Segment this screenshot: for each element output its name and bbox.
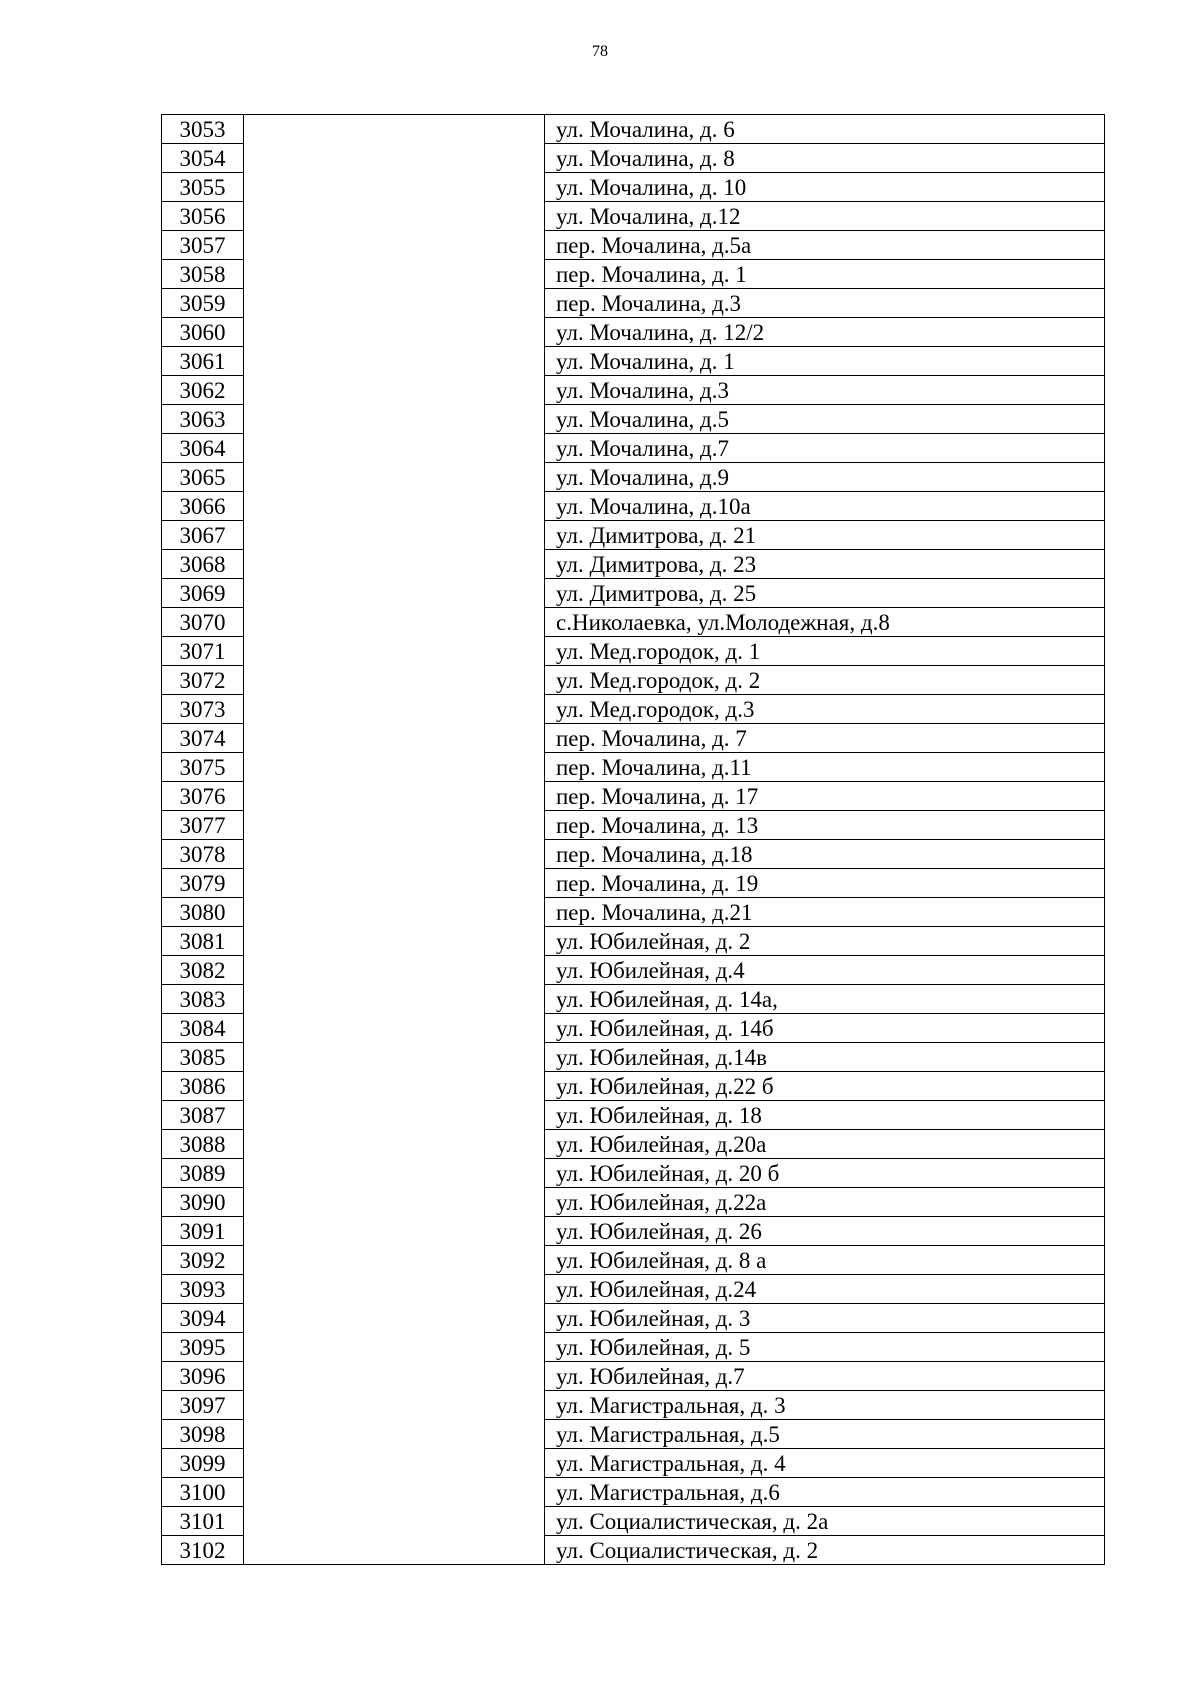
row-number-cell: 3062 xyxy=(162,376,244,405)
table-row xyxy=(162,985,1105,1014)
address-cell: ул. Юбилейная, д.22 б xyxy=(545,1072,1105,1101)
empty-cell xyxy=(244,956,545,985)
empty-cell xyxy=(244,492,545,521)
address-cell: пер. Мочалина, д. 19 xyxy=(545,869,1105,898)
row-number-cell: 3098 xyxy=(162,1420,244,1449)
row-number-cell: 3065 xyxy=(162,463,244,492)
empty-cell xyxy=(244,811,545,840)
address-cell: ул. Юбилейная, д. 26 xyxy=(545,1217,1105,1246)
empty-cell xyxy=(244,1333,545,1362)
address-cell: ул. Магистральная, д.6 xyxy=(545,1478,1105,1507)
table-row xyxy=(162,1101,1105,1130)
empty-cell xyxy=(244,1130,545,1159)
address-cell: пер. Мочалина, д. 1 xyxy=(545,260,1105,289)
empty-cell xyxy=(244,202,545,231)
table-row xyxy=(162,173,1105,202)
empty-cell xyxy=(244,231,545,260)
row-number-cell: 3073 xyxy=(162,695,244,724)
row-number-cell: 3069 xyxy=(162,579,244,608)
row-number-cell: 3089 xyxy=(162,1159,244,1188)
address-cell: пер. Мочалина, д.5а xyxy=(545,231,1105,260)
address-cell: ул. Мочалина, д. 10 xyxy=(545,173,1105,202)
empty-cell xyxy=(244,840,545,869)
row-number-cell: 3084 xyxy=(162,1014,244,1043)
address-cell: ул. Юбилейная, д.4 xyxy=(545,956,1105,985)
table-row xyxy=(162,1362,1105,1391)
table-row xyxy=(162,1420,1105,1449)
empty-cell xyxy=(244,1159,545,1188)
table-row xyxy=(162,289,1105,318)
row-number-cell: 3099 xyxy=(162,1449,244,1478)
empty-cell xyxy=(244,869,545,898)
row-number-cell: 3056 xyxy=(162,202,244,231)
table-row xyxy=(162,1130,1105,1159)
row-number-cell: 3067 xyxy=(162,521,244,550)
table-row xyxy=(162,231,1105,260)
address-cell: ул. Юбилейная, д.24 xyxy=(545,1275,1105,1304)
row-number-cell: 3060 xyxy=(162,318,244,347)
table-row xyxy=(162,1072,1105,1101)
address-cell: ул. Юбилейная, д. 14а, xyxy=(545,985,1105,1014)
table-row xyxy=(162,1159,1105,1188)
table-row xyxy=(162,347,1105,376)
row-number-cell: 3101 xyxy=(162,1507,244,1536)
table-row xyxy=(162,695,1105,724)
empty-cell xyxy=(244,1188,545,1217)
row-number-cell: 3092 xyxy=(162,1246,244,1275)
address-cell: ул. Магистральная, д.5 xyxy=(545,1420,1105,1449)
address-table xyxy=(161,114,1105,1565)
address-cell: ул. Юбилейная, д. 18 xyxy=(545,1101,1105,1130)
address-cell: ул. Мочалина, д.5 xyxy=(545,405,1105,434)
table-row xyxy=(162,1507,1105,1536)
row-number-cell: 3054 xyxy=(162,144,244,173)
row-number-cell: 3055 xyxy=(162,173,244,202)
address-cell: ул. Мед.городок, д. 2 xyxy=(545,666,1105,695)
empty-cell xyxy=(244,782,545,811)
empty-cell xyxy=(244,985,545,1014)
table-row xyxy=(162,1188,1105,1217)
table-row xyxy=(162,1246,1105,1275)
row-number-cell: 3086 xyxy=(162,1072,244,1101)
empty-cell xyxy=(244,347,545,376)
empty-cell xyxy=(244,666,545,695)
empty-cell xyxy=(244,1362,545,1391)
table-row xyxy=(162,1014,1105,1043)
row-number-cell: 3068 xyxy=(162,550,244,579)
row-number-cell: 3094 xyxy=(162,1304,244,1333)
empty-cell xyxy=(244,724,545,753)
address-cell: ул. Димитрова, д. 23 xyxy=(545,550,1105,579)
empty-cell xyxy=(244,898,545,927)
empty-cell xyxy=(244,1246,545,1275)
address-cell: ул. Социалистическая, д. 2 xyxy=(545,1536,1105,1565)
empty-cell xyxy=(244,637,545,666)
table-row xyxy=(162,608,1105,637)
empty-cell xyxy=(244,695,545,724)
row-number-cell: 3066 xyxy=(162,492,244,521)
row-number-cell: 3083 xyxy=(162,985,244,1014)
page-number: 78 xyxy=(592,43,608,60)
address-cell: пер. Мочалина, д.18 xyxy=(545,840,1105,869)
empty-cell xyxy=(244,1275,545,1304)
row-number-cell: 3064 xyxy=(162,434,244,463)
empty-cell xyxy=(244,1072,545,1101)
address-cell: ул. Димитрова, д. 25 xyxy=(545,579,1105,608)
table-row xyxy=(162,521,1105,550)
table-row xyxy=(162,318,1105,347)
empty-cell xyxy=(244,463,545,492)
empty-cell xyxy=(244,1014,545,1043)
address-cell: пер. Мочалина, д.21 xyxy=(545,898,1105,927)
address-cell: ул. Димитрова, д. 21 xyxy=(545,521,1105,550)
table-row xyxy=(162,1449,1105,1478)
table-row xyxy=(162,898,1105,927)
row-number-cell: 3093 xyxy=(162,1275,244,1304)
empty-cell xyxy=(244,1101,545,1130)
empty-cell xyxy=(244,434,545,463)
address-cell: ул. Юбилейная, д. 5 xyxy=(545,1333,1105,1362)
table-row xyxy=(162,1217,1105,1246)
address-cell: ул. Юбилейная, д.14в xyxy=(545,1043,1105,1072)
row-number-cell: 3063 xyxy=(162,405,244,434)
address-cell: ул. Мочалина, д. 1 xyxy=(545,347,1105,376)
row-number-cell: 3077 xyxy=(162,811,244,840)
address-cell: ул. Мочалина, д.3 xyxy=(545,376,1105,405)
address-cell: пер. Мочалина, д. 7 xyxy=(545,724,1105,753)
row-number-cell: 3061 xyxy=(162,347,244,376)
table-row xyxy=(162,550,1105,579)
empty-cell xyxy=(244,1536,545,1565)
table-row xyxy=(162,666,1105,695)
table-row xyxy=(162,579,1105,608)
table-row xyxy=(162,144,1105,173)
address-cell: ул. Магистральная, д. 4 xyxy=(545,1449,1105,1478)
address-cell: пер. Мочалина, д. 13 xyxy=(545,811,1105,840)
row-number-cell: 3058 xyxy=(162,260,244,289)
empty-cell xyxy=(244,1304,545,1333)
table-row xyxy=(162,434,1105,463)
table-row xyxy=(162,463,1105,492)
empty-cell xyxy=(244,1391,545,1420)
address-cell: ул. Социалистическая, д. 2а xyxy=(545,1507,1105,1536)
address-cell: ул. Мочалина, д. 12/2 xyxy=(545,318,1105,347)
address-cell: ул. Юбилейная, д. 14б xyxy=(545,1014,1105,1043)
row-number-cell: 3071 xyxy=(162,637,244,666)
address-cell: ул. Мочалина, д.10а xyxy=(545,492,1105,521)
address-cell: пер. Мочалина, д. 17 xyxy=(545,782,1105,811)
row-number-cell: 3053 xyxy=(162,115,244,144)
empty-cell xyxy=(244,579,545,608)
table-row xyxy=(162,811,1105,840)
empty-cell xyxy=(244,1217,545,1246)
table-row xyxy=(162,1333,1105,1362)
row-number-cell: 3091 xyxy=(162,1217,244,1246)
address-cell: ул. Юбилейная, д.22а xyxy=(545,1188,1105,1217)
row-number-cell: 3097 xyxy=(162,1391,244,1420)
empty-cell xyxy=(244,1507,545,1536)
row-number-cell: 3085 xyxy=(162,1043,244,1072)
address-cell: ул. Юбилейная, д. 8 а xyxy=(545,1246,1105,1275)
row-number-cell: 3079 xyxy=(162,869,244,898)
row-number-cell: 3088 xyxy=(162,1130,244,1159)
empty-cell xyxy=(244,289,545,318)
row-number-cell: 3078 xyxy=(162,840,244,869)
row-number-cell: 3096 xyxy=(162,1362,244,1391)
table-row xyxy=(162,1536,1105,1565)
row-number-cell: 3075 xyxy=(162,753,244,782)
address-cell: пер. Мочалина, д.11 xyxy=(545,753,1105,782)
table-row xyxy=(162,1275,1105,1304)
table-row xyxy=(162,637,1105,666)
address-cell: ул. Мочалина, д.9 xyxy=(545,463,1105,492)
address-cell: ул. Мочалина, д.7 xyxy=(545,434,1105,463)
table-row xyxy=(162,492,1105,521)
empty-cell xyxy=(244,753,545,782)
empty-cell xyxy=(244,144,545,173)
table-row xyxy=(162,869,1105,898)
address-cell: ул. Мочалина, д. 8 xyxy=(545,144,1105,173)
row-number-cell: 3080 xyxy=(162,898,244,927)
address-cell: ул. Юбилейная, д.20а xyxy=(545,1130,1105,1159)
table-row xyxy=(162,1478,1105,1507)
address-cell: ул. Юбилейная, д.7 xyxy=(545,1362,1105,1391)
table-row xyxy=(162,1304,1105,1333)
address-cell: ул. Юбилейная, д. 3 xyxy=(545,1304,1105,1333)
address-cell: ул. Юбилейная, д. 20 б xyxy=(545,1159,1105,1188)
table-row xyxy=(162,115,1105,144)
address-cell: ул. Мочалина, д.12 xyxy=(545,202,1105,231)
row-number-cell: 3076 xyxy=(162,782,244,811)
table-row xyxy=(162,202,1105,231)
address-cell: ул. Мед.городок, д.3 xyxy=(545,695,1105,724)
row-number-cell: 3059 xyxy=(162,289,244,318)
table-row xyxy=(162,376,1105,405)
table-row xyxy=(162,1043,1105,1072)
empty-cell xyxy=(244,521,545,550)
table-row xyxy=(162,927,1105,956)
row-number-cell: 3057 xyxy=(162,231,244,260)
row-number-cell: 3087 xyxy=(162,1101,244,1130)
address-cell: ул. Мочалина, д. 6 xyxy=(545,115,1105,144)
address-cell: пер. Мочалина, д.3 xyxy=(545,289,1105,318)
empty-cell xyxy=(244,1420,545,1449)
empty-cell xyxy=(244,1043,545,1072)
empty-cell xyxy=(244,376,545,405)
empty-cell xyxy=(244,115,545,144)
empty-cell xyxy=(244,405,545,434)
table-row xyxy=(162,260,1105,289)
empty-cell xyxy=(244,927,545,956)
empty-cell xyxy=(244,1449,545,1478)
table-row xyxy=(162,840,1105,869)
empty-cell xyxy=(244,1478,545,1507)
table-row xyxy=(162,724,1105,753)
table-row xyxy=(162,782,1105,811)
address-cell: ул. Юбилейная, д. 2 xyxy=(545,927,1105,956)
row-number-cell: 3095 xyxy=(162,1333,244,1362)
row-number-cell: 3081 xyxy=(162,927,244,956)
empty-cell xyxy=(244,608,545,637)
row-number-cell: 3072 xyxy=(162,666,244,695)
empty-cell xyxy=(244,173,545,202)
empty-cell xyxy=(244,318,545,347)
empty-cell xyxy=(244,550,545,579)
row-number-cell: 3100 xyxy=(162,1478,244,1507)
empty-cell xyxy=(244,260,545,289)
table-row xyxy=(162,753,1105,782)
row-number-cell: 3082 xyxy=(162,956,244,985)
table-row xyxy=(162,1391,1105,1420)
row-number-cell: 3070 xyxy=(162,608,244,637)
address-cell: ул. Мед.городок, д. 1 xyxy=(545,637,1105,666)
address-table-body xyxy=(162,115,1105,1565)
row-number-cell: 3102 xyxy=(162,1536,244,1565)
row-number-cell: 3074 xyxy=(162,724,244,753)
row-number-cell: 3090 xyxy=(162,1188,244,1217)
table-row xyxy=(162,956,1105,985)
address-cell: с.Николаевка, ул.Молодежная, д.8 xyxy=(545,608,1105,637)
address-cell: ул. Магистральная, д. 3 xyxy=(545,1391,1105,1420)
table-row xyxy=(162,405,1105,434)
